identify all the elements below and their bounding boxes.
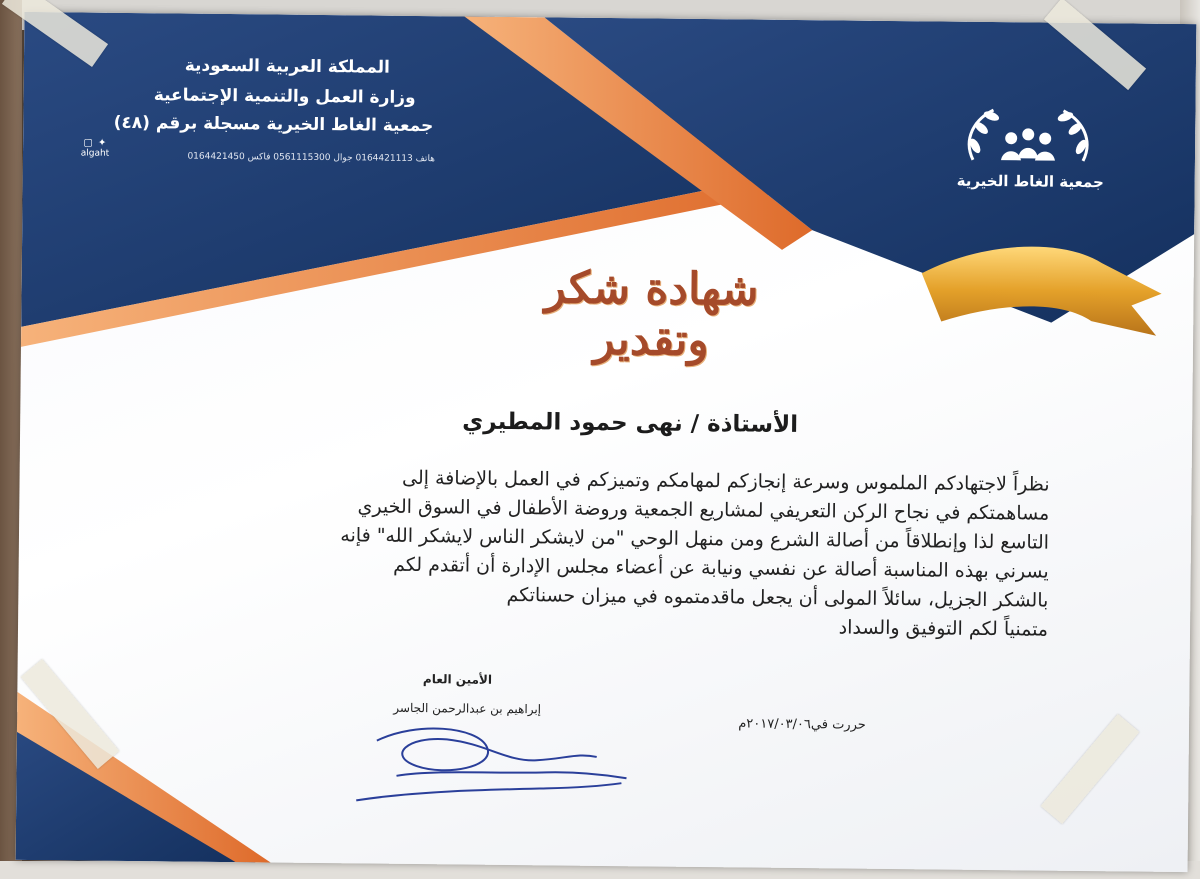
body-line: بالشكر الجزيل، سائلاً المولى أن يجعل ماقدمتموه في ميزان حسناتكم xyxy=(506,583,1049,612)
certificate xyxy=(16,12,1197,872)
certificate-title: شهادة شكر وتقدير xyxy=(544,262,759,367)
body-line: يسرني بهذه المناسبة أصالة عن نفسي ونيابة عن أعضاء مجلس الإدارة أن أتقدم لكم xyxy=(393,553,1049,583)
body-line: التاسع لذا وإنطلاقاً من أصالة الشرع ومن منهل الوحي "من لايشكر الناس لايشكر الله" فإنه xyxy=(340,524,1050,554)
instagram-icon: ▢ xyxy=(83,137,93,149)
header-ministry: وزارة العمل والتنمية الإجتماعية xyxy=(153,85,416,108)
signatory-name: إبراهيم بن عبدالرحمن الجاسر xyxy=(393,700,542,717)
body-line: نظراً لاجتهادكم الملموس وسرعة إنجازكم لمهامكم وتميزكم في العمل بالإضافة إلى xyxy=(401,466,1050,496)
header-registration: جمعية الغاط الخيرية مسجلة برقم (٤٨) xyxy=(113,112,434,137)
social-links xyxy=(75,138,115,158)
twitter-icon: ✦ xyxy=(97,137,107,149)
social-handle: algaht xyxy=(80,148,110,159)
handwritten-signature xyxy=(336,720,637,813)
recipient-name: الأستاذة / نهى حمود المطيري xyxy=(462,408,799,439)
header-contact: هاتف 0164421113 جوال 0561115300 فاكس 0164421450 xyxy=(187,151,436,165)
signatory-role: الأمين العام xyxy=(422,672,493,687)
body-line: متمنياً لكم التوفيق والسداد xyxy=(838,616,1049,641)
issue-date: حررت في٢٠١٧/٠٣/٠٦م xyxy=(738,716,866,733)
body-line: مساهمتكم في نجاح الركن التعريفي لمشاريع الجمعية وروضة الأطفال في السوق الخيري xyxy=(357,495,1050,525)
certificate-body xyxy=(168,461,1050,644)
organization-name: جمعية الغاط الخيرية xyxy=(956,171,1104,192)
header-kingdom: المملكة العربية السعودية xyxy=(184,55,391,78)
